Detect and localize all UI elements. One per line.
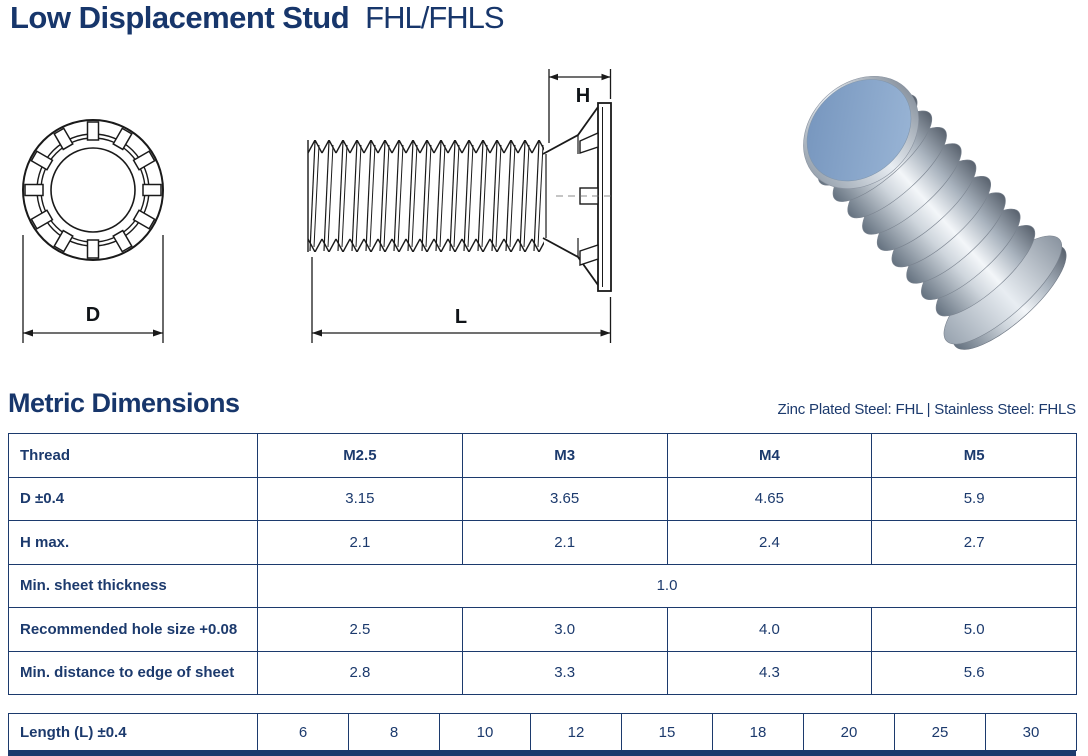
table-cell: 20 [804, 714, 895, 751]
row-label: Min. distance to edge of sheet [9, 651, 258, 695]
front-view-drawing [23, 120, 163, 343]
table-cell: 2.4 [667, 521, 872, 565]
col-header: M5 [872, 434, 1077, 478]
table-cell: 8 [349, 714, 440, 751]
dim-label-H: H [575, 85, 591, 107]
table-cell: 2.1 [258, 521, 463, 565]
table-row-hole-size [9, 608, 1077, 652]
table-cell: 6 [258, 714, 349, 751]
table-cell: 5.6 [872, 651, 1077, 695]
col-header: M4 [667, 434, 872, 478]
table-cell: 4.65 [667, 477, 872, 521]
dim-label-D: D [85, 304, 101, 326]
table-cell: 4.0 [667, 608, 872, 652]
table-cell: 5.0 [872, 608, 1077, 652]
table-row-length [9, 714, 1077, 751]
dim-label-L: L [454, 306, 468, 328]
table-cell: 2.8 [258, 651, 463, 695]
side-view-drawing [308, 69, 612, 343]
table-cell: 3.3 [462, 651, 667, 695]
row-label: H max. [9, 521, 258, 565]
table-cell: 15 [622, 714, 713, 751]
materials-note: Zinc Plated Steel: FHL | Stainless Steel: FHLS [777, 401, 1076, 418]
section-heading: Metric Dimensions [8, 388, 240, 418]
serration-teeth [25, 122, 161, 258]
table-cell: 30 [986, 714, 1077, 751]
table-row-d [9, 477, 1077, 521]
table-cell: 2.5 [258, 608, 463, 652]
dimensions-table [8, 433, 1077, 695]
product-photo [771, 55, 1082, 360]
next-section-band [8, 750, 1076, 756]
row-label: Thread [9, 434, 258, 478]
table-cell: 3.0 [462, 608, 667, 652]
col-header: M3 [462, 434, 667, 478]
table-cell: 12 [531, 714, 622, 751]
page-title [10, 0, 504, 36]
table-cell: 2.1 [462, 521, 667, 565]
table-row-edge-distance [9, 651, 1077, 695]
row-label: D ±0.4 [9, 477, 258, 521]
table-cell: 4.3 [667, 651, 872, 695]
table-cell: 5.9 [872, 477, 1077, 521]
figures-strip [0, 55, 1088, 360]
table-cell: 18 [713, 714, 804, 751]
product-name: Low Displacement Stud [10, 0, 350, 35]
dimension-L [312, 257, 611, 343]
table-row-h [9, 521, 1077, 565]
part-code: FHL/FHLS [365, 0, 504, 35]
table-cell: 3.65 [462, 477, 667, 521]
length-table [8, 713, 1077, 751]
table-cell: 25 [895, 714, 986, 751]
table-cell: 3.15 [258, 477, 463, 521]
table-cell: 2.7 [872, 521, 1077, 565]
col-header: M2.5 [258, 434, 463, 478]
row-label: Min. sheet thickness [9, 564, 258, 608]
table-row-thread [9, 434, 1077, 478]
table-cell: 10 [440, 714, 531, 751]
row-label: Recommended hole size +0.08 [9, 608, 258, 652]
table-cell-merged: 1.0 [258, 564, 1077, 608]
table-row-min-sheet [9, 564, 1077, 608]
row-label: Length (L) ±0.4 [9, 714, 258, 751]
